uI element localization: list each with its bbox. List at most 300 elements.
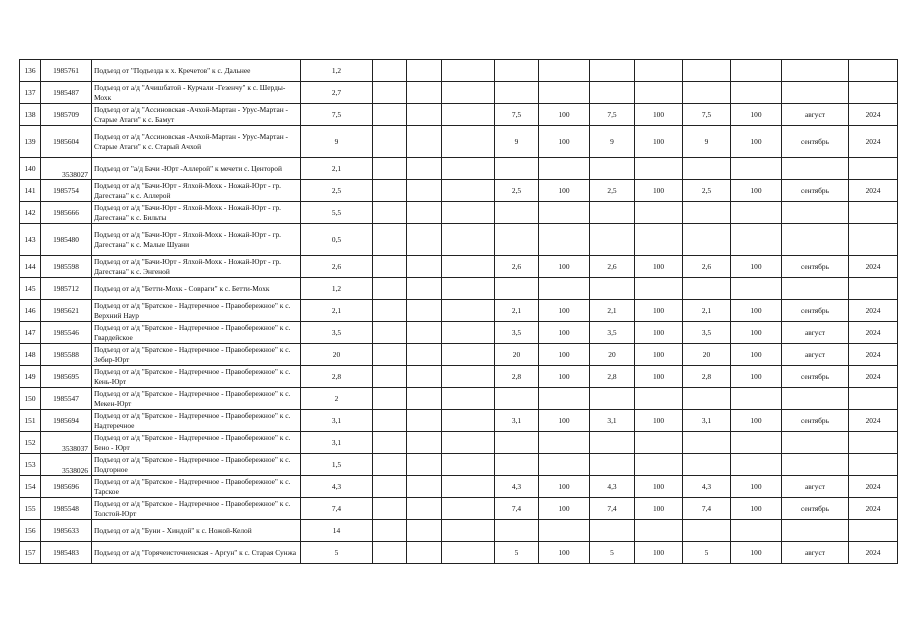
normative-percent-cell bbox=[635, 278, 683, 300]
repair-length-cell: 3,5 bbox=[495, 322, 539, 344]
year-cell: 2024 bbox=[849, 300, 898, 322]
road-name-cell: Подъезд от а/д "Ачишбатой - Курчали -Гезенчу" к с. Шерды-Мохк bbox=[92, 82, 301, 104]
road-code-cell: 1985709 bbox=[41, 104, 92, 126]
repair-length-cell bbox=[495, 158, 539, 180]
month-cell: сентябрь bbox=[782, 366, 849, 388]
normative-percent-cell: 100 bbox=[635, 366, 683, 388]
repair-percent-cell: 100 bbox=[539, 256, 590, 278]
month-cell: сентябрь bbox=[782, 256, 849, 278]
length-cell: 2,6 bbox=[301, 256, 373, 278]
empty-cell bbox=[373, 224, 407, 256]
table-row bbox=[20, 256, 898, 278]
repair-percent-cell bbox=[539, 454, 590, 476]
done-percent-cell: 100 bbox=[731, 344, 782, 366]
month-cell bbox=[782, 388, 849, 410]
year-cell: 2024 bbox=[849, 410, 898, 432]
length-cell: 7,4 bbox=[301, 498, 373, 520]
empty-cell bbox=[373, 202, 407, 224]
repair-percent-cell bbox=[539, 224, 590, 256]
repair-percent-cell: 100 bbox=[539, 104, 590, 126]
done-percent-cell bbox=[731, 432, 782, 454]
repair-length-cell bbox=[495, 388, 539, 410]
empty-cell bbox=[373, 180, 407, 202]
table-row bbox=[20, 158, 898, 180]
month-cell bbox=[782, 202, 849, 224]
year-cell: 2024 bbox=[849, 344, 898, 366]
normative-percent-cell bbox=[635, 388, 683, 410]
empty-cell bbox=[442, 300, 495, 322]
empty-cell bbox=[407, 322, 442, 344]
empty-cell bbox=[407, 498, 442, 520]
normative-length-cell bbox=[590, 60, 635, 82]
done-percent-cell: 100 bbox=[731, 366, 782, 388]
empty-cell bbox=[373, 300, 407, 322]
empty-cell bbox=[442, 432, 495, 454]
month-cell: август bbox=[782, 344, 849, 366]
repair-percent-cell: 100 bbox=[539, 476, 590, 498]
month-cell bbox=[782, 432, 849, 454]
empty-cell bbox=[407, 104, 442, 126]
empty-cell bbox=[442, 126, 495, 158]
month-cell bbox=[782, 158, 849, 180]
empty-cell bbox=[442, 476, 495, 498]
length-cell: 20 bbox=[301, 344, 373, 366]
empty-cell bbox=[442, 158, 495, 180]
year-cell: 2024 bbox=[849, 104, 898, 126]
empty-cell bbox=[442, 104, 495, 126]
road-name-cell: Подъезд от а/д "Буни - Хиндой" к с. Ножой-Келой bbox=[92, 520, 301, 542]
done-length-cell bbox=[683, 520, 731, 542]
empty-cell bbox=[373, 278, 407, 300]
repair-percent-cell bbox=[539, 60, 590, 82]
road-name-cell: Подъезд от а/д "Братское - Надтеречное - Правобережное" к с. Кень-Юрт bbox=[92, 366, 301, 388]
table-row bbox=[20, 520, 898, 542]
normative-percent-cell: 100 bbox=[635, 542, 683, 564]
length-cell: 2 bbox=[301, 388, 373, 410]
done-percent-cell bbox=[731, 202, 782, 224]
road-name-cell: Подъезд от "Подъезда к х. Кречетов" к с. Дальнее bbox=[92, 60, 301, 82]
empty-cell bbox=[442, 278, 495, 300]
table-row bbox=[20, 82, 898, 104]
empty-cell bbox=[442, 344, 495, 366]
row-number-cell: 137 bbox=[20, 82, 41, 104]
row-number-cell: 145 bbox=[20, 278, 41, 300]
empty-cell bbox=[373, 126, 407, 158]
year-cell bbox=[849, 158, 898, 180]
repair-length-cell bbox=[495, 520, 539, 542]
empty-cell bbox=[442, 454, 495, 476]
done-percent-cell: 100 bbox=[731, 104, 782, 126]
empty-cell bbox=[373, 82, 407, 104]
normative-length-cell: 9 bbox=[590, 126, 635, 158]
done-length-cell: 20 bbox=[683, 344, 731, 366]
row-number-cell: 150 bbox=[20, 388, 41, 410]
table-row bbox=[20, 454, 898, 476]
empty-cell bbox=[442, 60, 495, 82]
done-length-cell: 3,1 bbox=[683, 410, 731, 432]
repair-percent-cell bbox=[539, 202, 590, 224]
row-number-cell: 139 bbox=[20, 126, 41, 158]
length-cell: 7,5 bbox=[301, 104, 373, 126]
road-code-cell: 1985547 bbox=[41, 388, 92, 410]
length-cell: 0,5 bbox=[301, 224, 373, 256]
normative-length-cell bbox=[590, 432, 635, 454]
done-percent-cell bbox=[731, 60, 782, 82]
normative-percent-cell bbox=[635, 60, 683, 82]
road-code-cell: 3538026 bbox=[41, 454, 92, 476]
road-code-cell: 1985694 bbox=[41, 410, 92, 432]
done-percent-cell: 100 bbox=[731, 476, 782, 498]
road-code-cell: 1985633 bbox=[41, 520, 92, 542]
length-cell: 3,1 bbox=[301, 432, 373, 454]
done-percent-cell bbox=[731, 224, 782, 256]
year-cell bbox=[849, 202, 898, 224]
road-name-cell: Подъезд от а/д "Ассиновская -Ачхой-Мартан - Урус-Мартан - Старые Атаги" к с. Старый Ачхой bbox=[92, 126, 301, 158]
road-code-cell: 1985588 bbox=[41, 344, 92, 366]
month-cell: сентябрь bbox=[782, 300, 849, 322]
road-name-cell: Подъезд от а/д "Братское - Надтеречное - Правобережное" к с. Надтеречное bbox=[92, 410, 301, 432]
year-cell bbox=[849, 388, 898, 410]
road-name-cell: Подъезд от а/д "Братское - Надтеречное - Правобережное" к с. Зебир-Юрт bbox=[92, 344, 301, 366]
empty-cell bbox=[373, 432, 407, 454]
row-number-cell: 156 bbox=[20, 520, 41, 542]
empty-cell bbox=[373, 104, 407, 126]
row-number-cell: 147 bbox=[20, 322, 41, 344]
road-name-cell: Подъезд от а/д "Бачи-Юрт - Ялхой-Мохк - Ножай-Юрт - гр. Дагестана" к с. Аллерой bbox=[92, 180, 301, 202]
normative-length-cell: 2,6 bbox=[590, 256, 635, 278]
repair-percent-cell: 100 bbox=[539, 410, 590, 432]
row-number-cell: 144 bbox=[20, 256, 41, 278]
repair-length-cell: 7,4 bbox=[495, 498, 539, 520]
normative-percent-cell: 100 bbox=[635, 300, 683, 322]
normative-length-cell bbox=[590, 454, 635, 476]
table-row bbox=[20, 432, 898, 454]
done-percent-cell bbox=[731, 82, 782, 104]
row-number-cell: 146 bbox=[20, 300, 41, 322]
row-number-cell: 138 bbox=[20, 104, 41, 126]
month-cell: сентябрь bbox=[782, 498, 849, 520]
normative-percent-cell bbox=[635, 454, 683, 476]
row-number-cell: 154 bbox=[20, 476, 41, 498]
normative-percent-cell: 100 bbox=[635, 476, 683, 498]
empty-cell bbox=[407, 476, 442, 498]
road-code-cell: 1985695 bbox=[41, 366, 92, 388]
table-row bbox=[20, 202, 898, 224]
repair-length-cell: 9 bbox=[495, 126, 539, 158]
done-length-cell: 7,4 bbox=[683, 498, 731, 520]
empty-cell bbox=[407, 520, 442, 542]
repair-percent-cell: 100 bbox=[539, 126, 590, 158]
repair-length-cell bbox=[495, 82, 539, 104]
done-percent-cell bbox=[731, 454, 782, 476]
year-cell: 2024 bbox=[849, 366, 898, 388]
row-number-cell: 151 bbox=[20, 410, 41, 432]
normative-length-cell: 4,3 bbox=[590, 476, 635, 498]
year-cell bbox=[849, 454, 898, 476]
repair-length-cell bbox=[495, 202, 539, 224]
empty-cell bbox=[407, 256, 442, 278]
month-cell bbox=[782, 224, 849, 256]
empty-cell bbox=[407, 158, 442, 180]
road-name-cell: Подъезд от а/д "Бачи-Юрт - Ялхой-Мохк - Ножай-Юрт - гр. Дагестана" к с. Бильты bbox=[92, 202, 301, 224]
row-number-cell: 153 bbox=[20, 454, 41, 476]
done-percent-cell: 100 bbox=[731, 256, 782, 278]
repair-length-cell bbox=[495, 60, 539, 82]
done-percent-cell: 100 bbox=[731, 322, 782, 344]
done-length-cell: 2,1 bbox=[683, 300, 731, 322]
table-row bbox=[20, 180, 898, 202]
repair-percent-cell: 100 bbox=[539, 344, 590, 366]
done-percent-cell: 100 bbox=[731, 180, 782, 202]
road-name-cell: Подъезд от а/д "Бачи-Юрт - Ялхой-Мохк - Ножай-Юрт - гр. Дагестана" к с. Энгеной bbox=[92, 256, 301, 278]
repair-length-cell: 2,1 bbox=[495, 300, 539, 322]
normative-length-cell: 2,8 bbox=[590, 366, 635, 388]
row-number-cell: 143 bbox=[20, 224, 41, 256]
normative-length-cell: 2,1 bbox=[590, 300, 635, 322]
table-row bbox=[20, 60, 898, 82]
road-code-cell: 1985546 bbox=[41, 322, 92, 344]
repair-length-cell bbox=[495, 454, 539, 476]
length-cell: 5,5 bbox=[301, 202, 373, 224]
road-name-cell: Подъезд от а/д "Братское - Надтеречное - Правобережное" к с. Подгорное bbox=[92, 454, 301, 476]
road-code-cell: 1985483 bbox=[41, 542, 92, 564]
empty-cell bbox=[407, 278, 442, 300]
empty-cell bbox=[407, 410, 442, 432]
length-cell: 3,5 bbox=[301, 322, 373, 344]
empty-cell bbox=[442, 202, 495, 224]
normative-percent-cell bbox=[635, 82, 683, 104]
normative-length-cell: 7,4 bbox=[590, 498, 635, 520]
empty-cell bbox=[442, 388, 495, 410]
empty-cell bbox=[373, 366, 407, 388]
road-code-cell: 3538027 bbox=[41, 158, 92, 180]
road-name-cell: Подъезд от а/д "Братское - Надтеречное - Правобережное" к с. Толстой-Юрт bbox=[92, 498, 301, 520]
repair-percent-cell bbox=[539, 158, 590, 180]
year-cell bbox=[849, 224, 898, 256]
year-cell: 2024 bbox=[849, 180, 898, 202]
repair-length-cell bbox=[495, 278, 539, 300]
empty-cell bbox=[407, 454, 442, 476]
empty-cell bbox=[442, 498, 495, 520]
done-length-cell bbox=[683, 278, 731, 300]
length-cell: 1,2 bbox=[301, 278, 373, 300]
done-length-cell: 9 bbox=[683, 126, 731, 158]
empty-cell bbox=[373, 476, 407, 498]
row-number-cell: 140 bbox=[20, 158, 41, 180]
normative-length-cell: 3,5 bbox=[590, 322, 635, 344]
repair-percent-cell: 100 bbox=[539, 542, 590, 564]
done-length-cell: 4,3 bbox=[683, 476, 731, 498]
empty-cell bbox=[442, 322, 495, 344]
done-length-cell bbox=[683, 158, 731, 180]
empty-cell bbox=[442, 366, 495, 388]
repair-percent-cell bbox=[539, 432, 590, 454]
empty-cell bbox=[373, 542, 407, 564]
normative-percent-cell: 100 bbox=[635, 410, 683, 432]
normative-percent-cell: 100 bbox=[635, 126, 683, 158]
row-number-cell: 155 bbox=[20, 498, 41, 520]
month-cell bbox=[782, 82, 849, 104]
done-percent-cell bbox=[731, 520, 782, 542]
month-cell: сентябрь bbox=[782, 180, 849, 202]
table-row bbox=[20, 224, 898, 256]
done-length-cell: 2,6 bbox=[683, 256, 731, 278]
done-length-cell bbox=[683, 224, 731, 256]
repair-length-cell: 2,6 bbox=[495, 256, 539, 278]
empty-cell bbox=[373, 498, 407, 520]
table-row bbox=[20, 366, 898, 388]
year-cell: 2024 bbox=[849, 498, 898, 520]
length-cell: 3,1 bbox=[301, 410, 373, 432]
road-name-cell: Подъезд от а/д "Братское - Надтеречное - Правобережное" к с. Мекен-Юрт bbox=[92, 388, 301, 410]
empty-cell bbox=[442, 542, 495, 564]
empty-cell bbox=[442, 256, 495, 278]
road-code-cell: 1985666 bbox=[41, 202, 92, 224]
year-cell: 2024 bbox=[849, 322, 898, 344]
done-percent-cell: 100 bbox=[731, 542, 782, 564]
table-row bbox=[20, 410, 898, 432]
done-length-cell: 7,5 bbox=[683, 104, 731, 126]
normative-percent-cell: 100 bbox=[635, 498, 683, 520]
road-code-cell: 1985548 bbox=[41, 498, 92, 520]
done-percent-cell: 100 bbox=[731, 498, 782, 520]
done-percent-cell: 100 bbox=[731, 410, 782, 432]
normative-percent-cell: 100 bbox=[635, 180, 683, 202]
empty-cell bbox=[407, 344, 442, 366]
empty-cell bbox=[373, 454, 407, 476]
empty-cell bbox=[407, 432, 442, 454]
year-cell bbox=[849, 60, 898, 82]
empty-cell bbox=[407, 126, 442, 158]
normative-length-cell: 2,5 bbox=[590, 180, 635, 202]
empty-cell bbox=[407, 224, 442, 256]
length-cell: 9 bbox=[301, 126, 373, 158]
normative-percent-cell bbox=[635, 158, 683, 180]
length-cell: 5 bbox=[301, 542, 373, 564]
document-page bbox=[19, 59, 898, 564]
normative-percent-cell: 100 bbox=[635, 344, 683, 366]
done-length-cell bbox=[683, 202, 731, 224]
row-number-cell: 141 bbox=[20, 180, 41, 202]
road-name-cell: Подъезд от а/д "Бетти-Мохк - Совраги" к с. Бетти-Мохк bbox=[92, 278, 301, 300]
road-name-cell: Подъезд от а/д "Ассиновская -Ачхой-Мартан - Урус-Мартан - Старые Атаги" к с. Бамут bbox=[92, 104, 301, 126]
empty-cell bbox=[442, 82, 495, 104]
repair-length-cell bbox=[495, 432, 539, 454]
empty-cell bbox=[407, 300, 442, 322]
normative-length-cell bbox=[590, 82, 635, 104]
length-cell: 2,1 bbox=[301, 158, 373, 180]
empty-cell bbox=[407, 542, 442, 564]
empty-cell bbox=[373, 256, 407, 278]
length-cell: 2,1 bbox=[301, 300, 373, 322]
repair-percent-cell bbox=[539, 82, 590, 104]
road-code-cell: 1985604 bbox=[41, 126, 92, 158]
done-length-cell: 2,8 bbox=[683, 366, 731, 388]
empty-cell bbox=[407, 180, 442, 202]
month-cell: август bbox=[782, 542, 849, 564]
month-cell: август bbox=[782, 322, 849, 344]
repair-percent-cell: 100 bbox=[539, 498, 590, 520]
road-code-cell: 3538037 bbox=[41, 432, 92, 454]
length-cell: 2,7 bbox=[301, 82, 373, 104]
empty-cell bbox=[407, 60, 442, 82]
empty-cell bbox=[442, 224, 495, 256]
length-cell: 2,5 bbox=[301, 180, 373, 202]
empty-cell bbox=[373, 520, 407, 542]
empty-cell bbox=[373, 410, 407, 432]
repair-length-cell: 7,5 bbox=[495, 104, 539, 126]
normative-percent-cell bbox=[635, 432, 683, 454]
normative-percent-cell: 100 bbox=[635, 256, 683, 278]
repair-length-cell: 2,8 bbox=[495, 366, 539, 388]
year-cell bbox=[849, 82, 898, 104]
normative-length-cell bbox=[590, 278, 635, 300]
road-code-cell: 1985598 bbox=[41, 256, 92, 278]
row-number-cell: 157 bbox=[20, 542, 41, 564]
repair-length-cell: 2,5 bbox=[495, 180, 539, 202]
road-code-cell: 1985761 bbox=[41, 60, 92, 82]
empty-cell bbox=[407, 366, 442, 388]
repair-percent-cell: 100 bbox=[539, 300, 590, 322]
row-number-cell: 148 bbox=[20, 344, 41, 366]
row-number-cell: 136 bbox=[20, 60, 41, 82]
table-row bbox=[20, 344, 898, 366]
month-cell bbox=[782, 60, 849, 82]
repair-length-cell: 5 bbox=[495, 542, 539, 564]
done-length-cell bbox=[683, 82, 731, 104]
length-cell: 1,5 bbox=[301, 454, 373, 476]
year-cell bbox=[849, 278, 898, 300]
length-cell: 14 bbox=[301, 520, 373, 542]
road-name-cell: Подъезд от а/д "Братское - Надтеречное - Правобережное" к с. Верхний Наур bbox=[92, 300, 301, 322]
year-cell: 2024 bbox=[849, 126, 898, 158]
empty-cell bbox=[407, 82, 442, 104]
normative-length-cell: 3,1 bbox=[590, 410, 635, 432]
normative-length-cell bbox=[590, 224, 635, 256]
road-name-cell: Подъезд от "а/д Бачи -Юрт -Аллерой" к мечети с. Центорой bbox=[92, 158, 301, 180]
length-cell: 4,3 bbox=[301, 476, 373, 498]
normative-percent-cell: 100 bbox=[635, 322, 683, 344]
empty-cell bbox=[373, 388, 407, 410]
done-percent-cell bbox=[731, 158, 782, 180]
year-cell: 2024 bbox=[849, 256, 898, 278]
done-length-cell bbox=[683, 60, 731, 82]
road-name-cell: Подъезд от а/д "Братское - Надтеречное - Правобережное" к с. Бено - Юрт bbox=[92, 432, 301, 454]
done-length-cell bbox=[683, 432, 731, 454]
done-percent-cell: 100 bbox=[731, 126, 782, 158]
normative-length-cell: 7,5 bbox=[590, 104, 635, 126]
road-code-cell: 1985696 bbox=[41, 476, 92, 498]
month-cell: август bbox=[782, 104, 849, 126]
normative-percent-cell bbox=[635, 202, 683, 224]
year-cell: 2024 bbox=[849, 476, 898, 498]
empty-cell bbox=[442, 180, 495, 202]
empty-cell bbox=[442, 410, 495, 432]
repair-percent-cell bbox=[539, 278, 590, 300]
table-row bbox=[20, 388, 898, 410]
repair-length-cell bbox=[495, 224, 539, 256]
done-percent-cell: 100 bbox=[731, 300, 782, 322]
table-row bbox=[20, 476, 898, 498]
empty-cell bbox=[373, 158, 407, 180]
month-cell: сентябрь bbox=[782, 126, 849, 158]
repair-length-cell: 3,1 bbox=[495, 410, 539, 432]
normative-length-cell: 5 bbox=[590, 542, 635, 564]
normative-percent-cell bbox=[635, 520, 683, 542]
normative-length-cell bbox=[590, 158, 635, 180]
table-row bbox=[20, 278, 898, 300]
road-name-cell: Подъезд от а/д "Братское - Надтеречное - Правобережное" к с. Гвардейское bbox=[92, 322, 301, 344]
